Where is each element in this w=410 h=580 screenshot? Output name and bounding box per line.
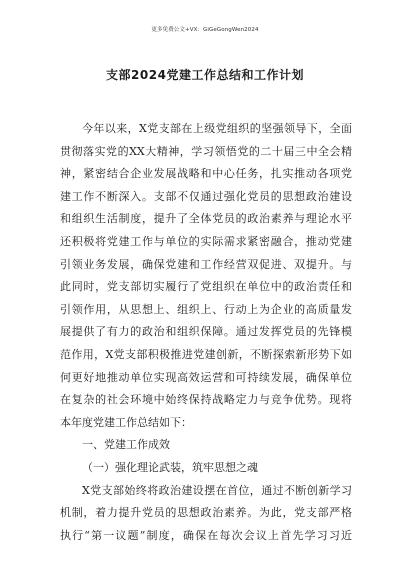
- section-heading: 一、党建工作成效: [82, 438, 170, 452]
- paragraph-line: 贯彻落实党的XX大精神，学习领悟党的二十届三中全会精: [60, 144, 352, 158]
- paragraph-line: X党支部始终将政治建设摆在首位，通过不断创新学习: [82, 483, 352, 497]
- paragraph-line: 范作用，X党支部积极推进党建创新，不断探索新形势下如: [60, 347, 352, 361]
- paragraph-line: 此同时，党支部切实履行了党组织在单位中的政治责任和: [60, 280, 352, 294]
- paragraph-line: 机制，着力提升党员的思想政治素养。为此，党支部严格: [60, 506, 352, 520]
- paragraph-line: 建工作不断深入。支部不仅通过强化党员的思想政治建设: [60, 189, 352, 203]
- paragraph-line: 执行“第一议题”制度，确保在每次会议上首先学习习近: [60, 528, 352, 542]
- paragraph-line: 何更好地推动单位实现高效运营和可持续发展，确保单位: [60, 370, 352, 384]
- header-note: 更多免费公文+VX：GiGeGongWen2024: [151, 27, 259, 33]
- document-body: [60, 118, 352, 547]
- paragraph-line: 展提供了有力的政治和组织保障。通过发挥党员的先锋模: [60, 325, 352, 339]
- paragraph-line: 神，紧密结合企业发展战略和中心任务，扎实推动各项党: [60, 167, 352, 181]
- document-title: 支部2024党建工作总结和工作计划: [106, 68, 304, 82]
- paragraph-line: 还积极将党建工作与单位的实际需求紧密融合，推动党建: [60, 234, 352, 248]
- paragraph-line: 本年度党建工作总结如下：: [60, 415, 192, 429]
- paragraph-line: 引领业务发展，确保党建和工作经营双促进、双提升。与: [60, 257, 352, 271]
- paragraph-line: 在复杂的社会环境中始终保持战略定力与竞争优势。现将: [60, 393, 352, 407]
- subsection-heading: （一）强化理论武装，筑牢思想之魂: [82, 460, 258, 474]
- paragraph-line: 引领作用，从思想上、组织上、行动上为企业的高质量发: [60, 302, 352, 316]
- paragraph-line: 和组织生活制度，提升了全体党员的政治素养与理论水平: [60, 212, 352, 226]
- paragraph-line: 今年以来，X党支部在上级党组织的坚强领导下，全面: [82, 122, 352, 135]
